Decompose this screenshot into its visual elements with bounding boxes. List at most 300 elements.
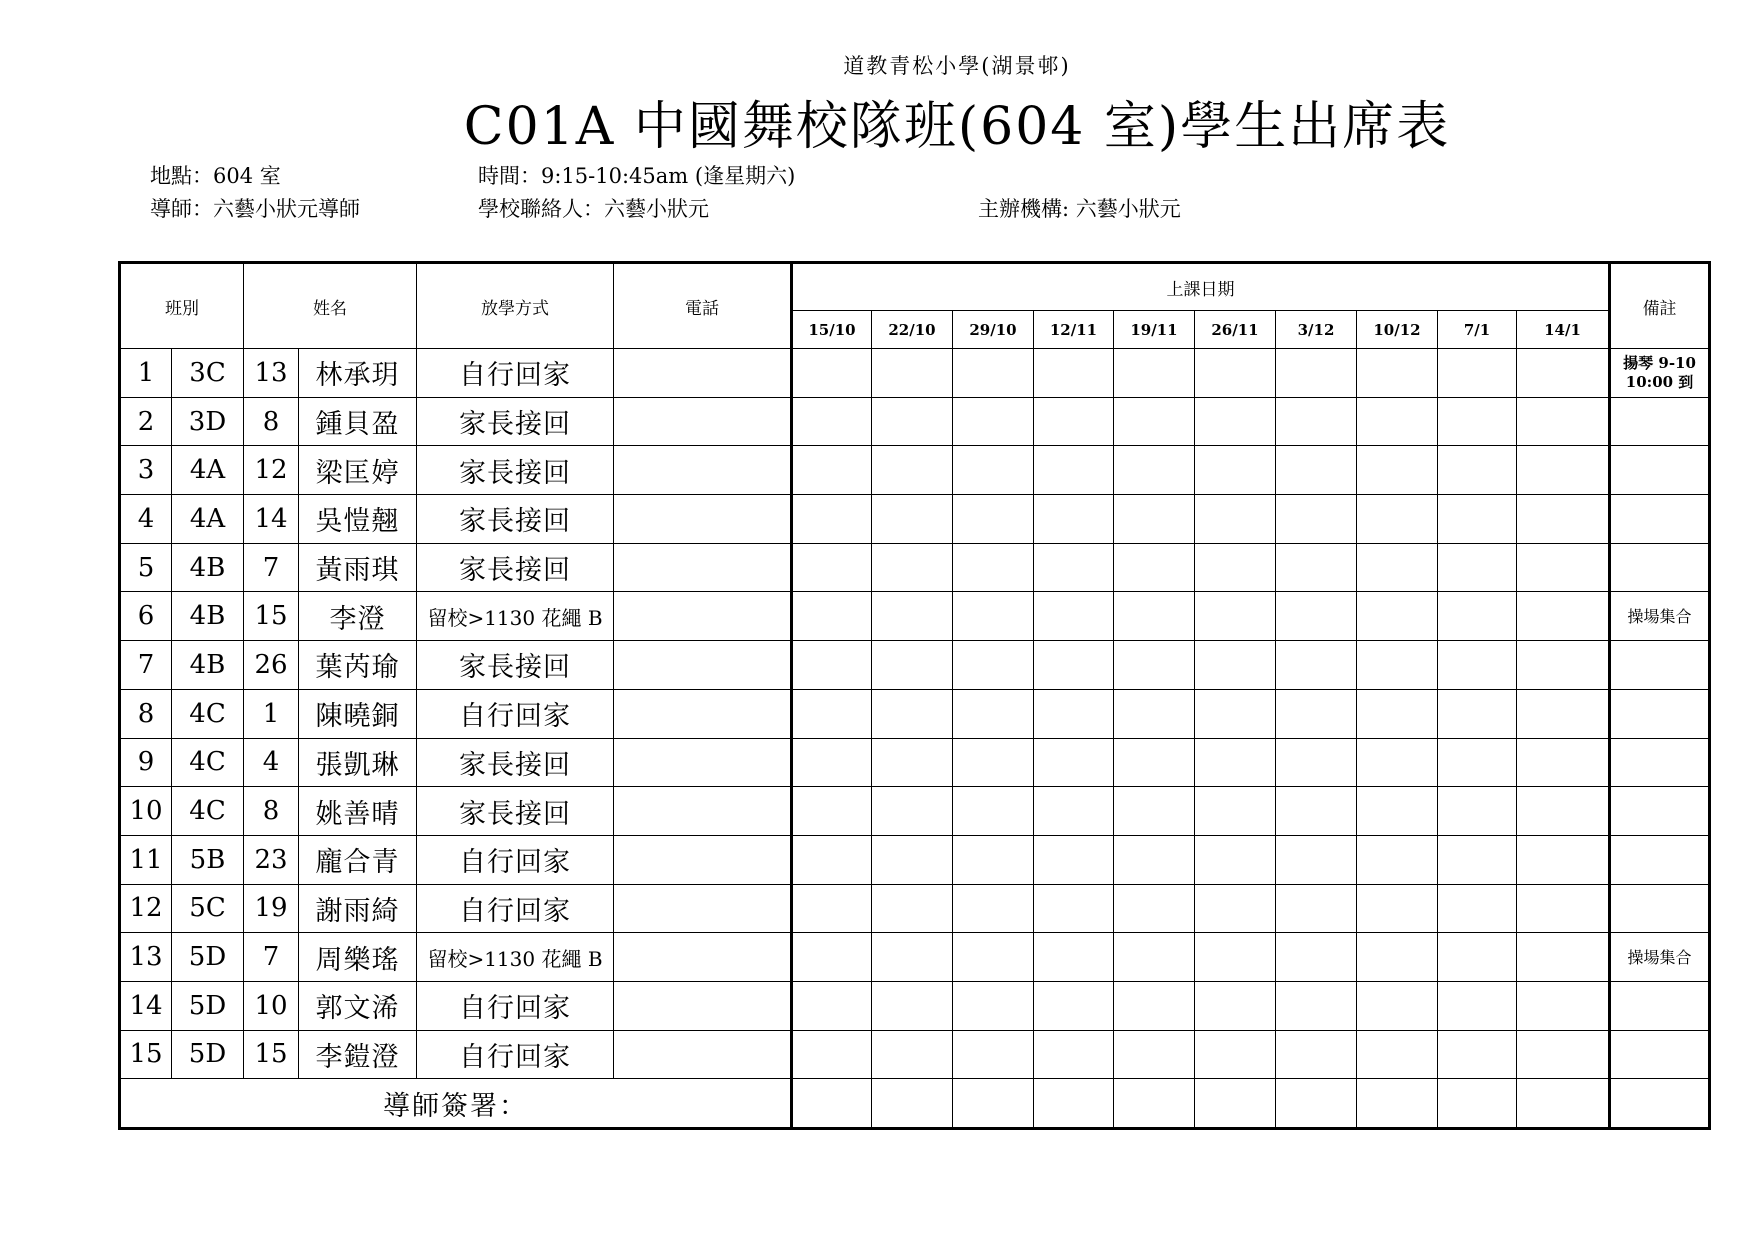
attendance-cell[interactable] (1195, 738, 1276, 787)
attendance-cell[interactable] (1114, 884, 1195, 933)
attendance-cell[interactable] (1276, 349, 1357, 398)
phone-cell (614, 787, 792, 836)
attendance-cell[interactable] (1517, 835, 1610, 884)
row-number: 9 (120, 738, 172, 787)
class-code: 5D (172, 933, 244, 982)
attendance-cell[interactable] (1114, 543, 1195, 592)
attendance-cell[interactable] (953, 738, 1034, 787)
table-row (120, 1030, 1710, 1079)
table-row (120, 689, 1710, 738)
class-code: 3D (172, 397, 244, 446)
signature-cell[interactable] (872, 1079, 953, 1129)
student-name: 李鎧澄 (299, 1030, 417, 1079)
attendance-cell[interactable] (872, 933, 953, 982)
header-class: 班別 (120, 263, 244, 349)
attendance-cell[interactable] (953, 543, 1034, 592)
page-title: C01A 中國舞校隊班(604 室)學生出席表 (463, 97, 1451, 157)
table-row (120, 787, 1710, 836)
attendance-cell[interactable] (1114, 349, 1195, 398)
signature-row (120, 1079, 1710, 1129)
attendance-cell[interactable] (1438, 446, 1517, 495)
attendance-cell[interactable] (1114, 397, 1195, 446)
attendance-cell[interactable] (792, 543, 872, 592)
header-remarks: 備註 (1610, 263, 1710, 349)
attendance-cell[interactable] (872, 349, 953, 398)
class-number: 7 (244, 933, 299, 982)
student-name: 鍾貝盈 (299, 397, 417, 446)
attendance-cell[interactable] (1276, 738, 1357, 787)
organizer-info: 主辦機構: 六藝小狀元 (978, 197, 1181, 221)
attendance-cell[interactable] (953, 835, 1034, 884)
attendance-cell[interactable] (1195, 933, 1276, 982)
attendance-cell[interactable] (872, 1030, 953, 1079)
attendance-cell[interactable] (792, 1030, 872, 1079)
attendance-cell[interactable] (1114, 689, 1195, 738)
class-number: 10 (244, 981, 299, 1030)
attendance-cell[interactable] (953, 592, 1034, 641)
attendance-cell[interactable] (1438, 1030, 1517, 1079)
date-header-cell: 19/11 (1114, 311, 1195, 349)
attendance-cell[interactable] (1114, 787, 1195, 836)
student-name: 葉芮瑜 (299, 641, 417, 690)
attendance-cell[interactable] (792, 641, 872, 690)
attendance-cell[interactable] (1195, 592, 1276, 641)
phone-cell (614, 543, 792, 592)
table-row (120, 738, 1710, 787)
signature-cell[interactable] (1357, 1079, 1438, 1129)
attendance-cell[interactable] (1517, 446, 1610, 495)
attendance-cell[interactable] (872, 543, 953, 592)
class-code: 4C (172, 689, 244, 738)
attendance-cell[interactable] (1034, 446, 1114, 495)
attendance-cell[interactable] (1357, 495, 1438, 544)
row-number: 11 (120, 835, 172, 884)
attendance-cell[interactable] (1357, 933, 1438, 982)
attendance-cell[interactable] (1195, 981, 1276, 1030)
attendance-cell[interactable] (1517, 981, 1610, 1030)
attendance-cell[interactable] (872, 495, 953, 544)
remark-cell (1610, 446, 1710, 495)
student-name: 梁匡婷 (299, 446, 417, 495)
dismissal-method: 家長接回 (417, 495, 614, 544)
attendance-cell[interactable] (1195, 543, 1276, 592)
class-code: 4A (172, 495, 244, 544)
attendance-cell[interactable] (792, 592, 872, 641)
attendance-cell[interactable] (1517, 933, 1610, 982)
school-name: 道教青松小學(湖景邨) (843, 54, 1071, 78)
attendance-cell[interactable] (1438, 641, 1517, 690)
attendance-cell[interactable] (1114, 446, 1195, 495)
attendance-cell[interactable] (1438, 543, 1517, 592)
attendance-cell[interactable] (792, 787, 872, 836)
row-number: 8 (120, 689, 172, 738)
student-name: 李澄 (299, 592, 417, 641)
class-number: 13 (244, 349, 299, 398)
signature-cell[interactable] (1114, 1079, 1195, 1129)
date-header-cell: 14/1 (1517, 311, 1610, 349)
attendance-cell[interactable] (1357, 1030, 1438, 1079)
student-name: 郭文浠 (299, 981, 417, 1030)
attendance-cell[interactable] (872, 787, 953, 836)
row-number: 13 (120, 933, 172, 982)
remark-cell (1610, 884, 1710, 933)
attendance-cell[interactable] (1114, 933, 1195, 982)
attendance-cell[interactable] (1438, 738, 1517, 787)
attendance-cell[interactable] (1438, 689, 1517, 738)
class-number: 15 (244, 592, 299, 641)
student-name: 吳愷翹 (299, 495, 417, 544)
signature-cell[interactable] (792, 1079, 872, 1129)
attendance-cell[interactable] (792, 835, 872, 884)
time-info: 時間：9:15-10:45am (逢星期六) (478, 164, 796, 188)
attendance-cell[interactable] (872, 592, 953, 641)
remark-cell (1610, 689, 1710, 738)
class-code: 4B (172, 592, 244, 641)
contact-info: 學校聯絡人：六藝小狀元 (478, 197, 709, 221)
attendance-cell[interactable] (1276, 543, 1357, 592)
attendance-cell[interactable] (1034, 933, 1114, 982)
attendance-cell[interactable] (1517, 738, 1610, 787)
attendance-cell[interactable] (1517, 641, 1610, 690)
attendance-cell[interactable] (1195, 835, 1276, 884)
class-number: 4 (244, 738, 299, 787)
date-header-cell: 7/1 (1438, 311, 1517, 349)
attendance-cell[interactable] (953, 884, 1034, 933)
row-number: 1 (120, 349, 172, 398)
row-number: 6 (120, 592, 172, 641)
class-number: 26 (244, 641, 299, 690)
attendance-cell[interactable] (1357, 689, 1438, 738)
class-number: 23 (244, 835, 299, 884)
attendance-cell[interactable] (1276, 835, 1357, 884)
header-name: 姓名 (244, 263, 417, 349)
attendance-cell[interactable] (1438, 495, 1517, 544)
attendance-cell[interactable] (953, 689, 1034, 738)
class-code: 5D (172, 981, 244, 1030)
attendance-cell[interactable] (1357, 446, 1438, 495)
phone-cell (614, 1030, 792, 1079)
date-header-cell: 26/11 (1195, 311, 1276, 349)
phone-cell (614, 933, 792, 982)
attendance-cell[interactable] (792, 397, 872, 446)
phone-cell (614, 835, 792, 884)
attendance-cell[interactable] (1438, 981, 1517, 1030)
dismissal-method: 家長接回 (417, 641, 614, 690)
row-number: 15 (120, 1030, 172, 1079)
attendance-cell[interactable] (1195, 787, 1276, 836)
attendance-cell[interactable] (953, 933, 1034, 982)
date-header-cell: 22/10 (872, 311, 953, 349)
class-code: 4C (172, 787, 244, 836)
date-header-cell: 12/11 (1034, 311, 1114, 349)
attendance-cell[interactable] (872, 689, 953, 738)
row-number: 3 (120, 446, 172, 495)
attendance-cell[interactable] (1357, 349, 1438, 398)
class-number: 12 (244, 446, 299, 495)
tutor-signature-label: 導師簽署： (120, 1079, 792, 1129)
phone-cell (614, 641, 792, 690)
attendance-cell[interactable] (1438, 835, 1517, 884)
header-dismissal: 放學方式 (417, 263, 614, 349)
class-number: 8 (244, 397, 299, 446)
attendance-cell[interactable] (1034, 592, 1114, 641)
attendance-cell[interactable] (1357, 981, 1438, 1030)
attendance-cell[interactable] (1034, 495, 1114, 544)
phone-cell (614, 738, 792, 787)
student-name: 龐合青 (299, 835, 417, 884)
row-number: 12 (120, 884, 172, 933)
attendance-cell[interactable] (1034, 543, 1114, 592)
attendance-cell[interactable] (1195, 689, 1276, 738)
attendance-cell[interactable] (1034, 641, 1114, 690)
phone-cell (614, 689, 792, 738)
student-name: 陳曉銅 (299, 689, 417, 738)
class-code: 5D (172, 1030, 244, 1079)
attendance-cell[interactable] (1357, 884, 1438, 933)
attendance-cell[interactable] (1114, 592, 1195, 641)
attendance-cell[interactable] (1034, 738, 1114, 787)
attendance-cell[interactable] (1114, 1030, 1195, 1079)
class-code: 4B (172, 543, 244, 592)
class-code: 4C (172, 738, 244, 787)
attendance-cell[interactable] (1517, 397, 1610, 446)
attendance-cell[interactable] (1517, 787, 1610, 836)
phone-cell (614, 592, 792, 641)
signature-cell[interactable] (1517, 1079, 1610, 1129)
table-row (120, 933, 1710, 982)
attendance-cell[interactable] (872, 446, 953, 495)
attendance-cell[interactable] (1438, 884, 1517, 933)
remark-cell (1610, 835, 1710, 884)
attendance-cell[interactable] (1517, 1030, 1610, 1079)
dismissal-method: 家長接回 (417, 738, 614, 787)
date-header-cell: 3/12 (1276, 311, 1357, 349)
dismissal-method: 家長接回 (417, 397, 614, 446)
class-code: 5B (172, 835, 244, 884)
phone-cell (614, 981, 792, 1030)
dismissal-method: 自行回家 (417, 981, 614, 1030)
signature-cell[interactable] (1276, 1079, 1357, 1129)
attendance-cell[interactable] (953, 787, 1034, 836)
remark-cell (1610, 981, 1710, 1030)
attendance-cell[interactable] (872, 738, 953, 787)
attendance-cell[interactable] (792, 981, 872, 1030)
attendance-cell[interactable] (1357, 641, 1438, 690)
class-code: 5C (172, 884, 244, 933)
attendance-cell[interactable] (1517, 884, 1610, 933)
attendance-cell[interactable] (1276, 446, 1357, 495)
attendance-cell[interactable] (872, 884, 953, 933)
attendance-cell[interactable] (953, 495, 1034, 544)
phone-cell (614, 495, 792, 544)
attendance-cell[interactable] (792, 738, 872, 787)
attendance-cell[interactable] (1276, 981, 1357, 1030)
remark-cell: 操場集合 (1610, 933, 1710, 982)
attendance-cell[interactable] (1114, 641, 1195, 690)
dismissal-method: 自行回家 (417, 349, 614, 398)
attendance-cell[interactable] (953, 397, 1034, 446)
table-row (120, 397, 1710, 446)
attendance-cell[interactable] (1195, 641, 1276, 690)
attendance-cell[interactable] (1276, 787, 1357, 836)
tutor-info: 導師：六藝小狀元導師 (150, 197, 360, 221)
attendance-cell[interactable] (792, 349, 872, 398)
attendance-cell[interactable] (1034, 835, 1114, 884)
attendance-cell[interactable] (1034, 349, 1114, 398)
remark-cell (1610, 397, 1710, 446)
phone-cell (614, 397, 792, 446)
attendance-cell[interactable] (1114, 495, 1195, 544)
student-name: 謝雨綺 (299, 884, 417, 933)
attendance-cell[interactable] (1438, 592, 1517, 641)
dismissal-method: 自行回家 (417, 884, 614, 933)
attendance-cell[interactable] (1195, 495, 1276, 544)
remark-cell (1610, 641, 1710, 690)
row-number: 5 (120, 543, 172, 592)
dismissal-method: 留校>1130 花繩 B (417, 933, 614, 982)
attendance-cell[interactable] (1034, 884, 1114, 933)
row-number: 10 (120, 787, 172, 836)
attendance-cell[interactable] (953, 1030, 1034, 1079)
class-number: 15 (244, 1030, 299, 1079)
attendance-cell[interactable] (1114, 835, 1195, 884)
attendance-cell[interactable] (1195, 884, 1276, 933)
dismissal-method: 家長接回 (417, 543, 614, 592)
attendance-cell[interactable] (872, 835, 953, 884)
attendance-cell[interactable] (872, 397, 953, 446)
row-number: 4 (120, 495, 172, 544)
attendance-cell[interactable] (1034, 981, 1114, 1030)
attendance-cell[interactable] (1357, 592, 1438, 641)
phone-cell (614, 884, 792, 933)
attendance-cell[interactable] (1114, 981, 1195, 1030)
class-number: 7 (244, 543, 299, 592)
table-row (120, 349, 1710, 398)
class-number: 8 (244, 787, 299, 836)
date-header-cell: 10/12 (1357, 311, 1438, 349)
dismissal-method: 家長接回 (417, 787, 614, 836)
dismissal-method: 自行回家 (417, 689, 614, 738)
attendance-cell[interactable] (1034, 787, 1114, 836)
table-row (120, 835, 1710, 884)
attendance-cell[interactable] (1438, 933, 1517, 982)
attendance-cell[interactable] (1276, 397, 1357, 446)
dismissal-method: 自行回家 (417, 1030, 614, 1079)
class-code: 3C (172, 349, 244, 398)
attendance-cell[interactable] (1438, 787, 1517, 836)
row-number: 14 (120, 981, 172, 1030)
attendance-cell[interactable] (1195, 446, 1276, 495)
class-number: 14 (244, 495, 299, 544)
attendance-cell[interactable] (1034, 397, 1114, 446)
attendance-cell[interactable] (1276, 884, 1357, 933)
attendance-cell[interactable] (1357, 835, 1438, 884)
attendance-cell[interactable] (1517, 349, 1610, 398)
dismissal-method: 留校>1130 花繩 B (417, 592, 614, 641)
attendance-cell[interactable] (792, 495, 872, 544)
attendance-cell[interactable] (1357, 787, 1438, 836)
row-number: 7 (120, 641, 172, 690)
student-name: 周樂瑤 (299, 933, 417, 982)
remark-cell (1610, 738, 1710, 787)
remark-cell (1610, 787, 1710, 836)
signature-cell[interactable] (1438, 1079, 1517, 1129)
attendance-cell[interactable] (953, 446, 1034, 495)
row-number: 2 (120, 397, 172, 446)
attendance-cell[interactable] (1276, 1030, 1357, 1079)
table-row (120, 884, 1710, 933)
dismissal-method: 自行回家 (417, 835, 614, 884)
attendance-cell[interactable] (1276, 641, 1357, 690)
attendance-cell[interactable] (1517, 543, 1610, 592)
remark-cell: 揚琴 9-10 10:00 到 (1610, 349, 1710, 398)
attendance-cell[interactable] (1276, 689, 1357, 738)
class-code: 4A (172, 446, 244, 495)
class-number: 1 (244, 689, 299, 738)
signature-cell[interactable] (1195, 1079, 1276, 1129)
signature-cell[interactable] (1034, 1079, 1114, 1129)
attendance-cell[interactable] (1034, 689, 1114, 738)
attendance-cell[interactable] (792, 884, 872, 933)
student-name: 林承玥 (299, 349, 417, 398)
attendance-cell[interactable] (1517, 592, 1610, 641)
attendance-cell[interactable] (1276, 933, 1357, 982)
location-info: 地點：604 室 (150, 164, 281, 188)
attendance-cell[interactable] (1276, 495, 1357, 544)
attendance-cell[interactable] (792, 933, 872, 982)
attendance-cell[interactable] (1517, 495, 1610, 544)
remark-cell: 操場集合 (1610, 592, 1710, 641)
attendance-cell[interactable] (872, 641, 953, 690)
attendance-cell[interactable] (792, 446, 872, 495)
attendance-cell[interactable] (1517, 689, 1610, 738)
table-row (120, 543, 1710, 592)
remark-cell (1610, 543, 1710, 592)
header-dates: 上課日期 (792, 263, 1610, 311)
attendance-cell[interactable] (1034, 1030, 1114, 1079)
student-name: 姚善晴 (299, 787, 417, 836)
header-phone: 電話 (614, 263, 792, 349)
attendance-cell[interactable] (1357, 397, 1438, 446)
attendance-cell[interactable] (953, 641, 1034, 690)
attendance-cell[interactable] (792, 689, 872, 738)
attendance-cell[interactable] (1195, 349, 1276, 398)
table-row (120, 592, 1710, 641)
attendance-cell[interactable] (1195, 397, 1276, 446)
attendance-cell[interactable] (953, 981, 1034, 1030)
student-name: 張凱琳 (299, 738, 417, 787)
attendance-cell[interactable] (1357, 543, 1438, 592)
attendance-cell[interactable] (872, 981, 953, 1030)
attendance-cell[interactable] (1276, 592, 1357, 641)
attendance-cell[interactable] (1357, 738, 1438, 787)
signature-remark-cell[interactable] (1610, 1079, 1710, 1129)
attendance-cell[interactable] (1438, 349, 1517, 398)
attendance-cell[interactable] (1114, 738, 1195, 787)
student-name: 黃雨琪 (299, 543, 417, 592)
class-number: 19 (244, 884, 299, 933)
phone-cell (614, 446, 792, 495)
table-row (120, 981, 1710, 1030)
attendance-cell[interactable] (1195, 1030, 1276, 1079)
remark-cell (1610, 1030, 1710, 1079)
signature-cell[interactable] (953, 1079, 1034, 1129)
attendance-cell[interactable] (953, 349, 1034, 398)
attendance-table (118, 261, 1711, 1130)
dismissal-method: 家長接回 (417, 446, 614, 495)
attendance-cell[interactable] (1438, 397, 1517, 446)
date-header-cell: 29/10 (953, 311, 1034, 349)
